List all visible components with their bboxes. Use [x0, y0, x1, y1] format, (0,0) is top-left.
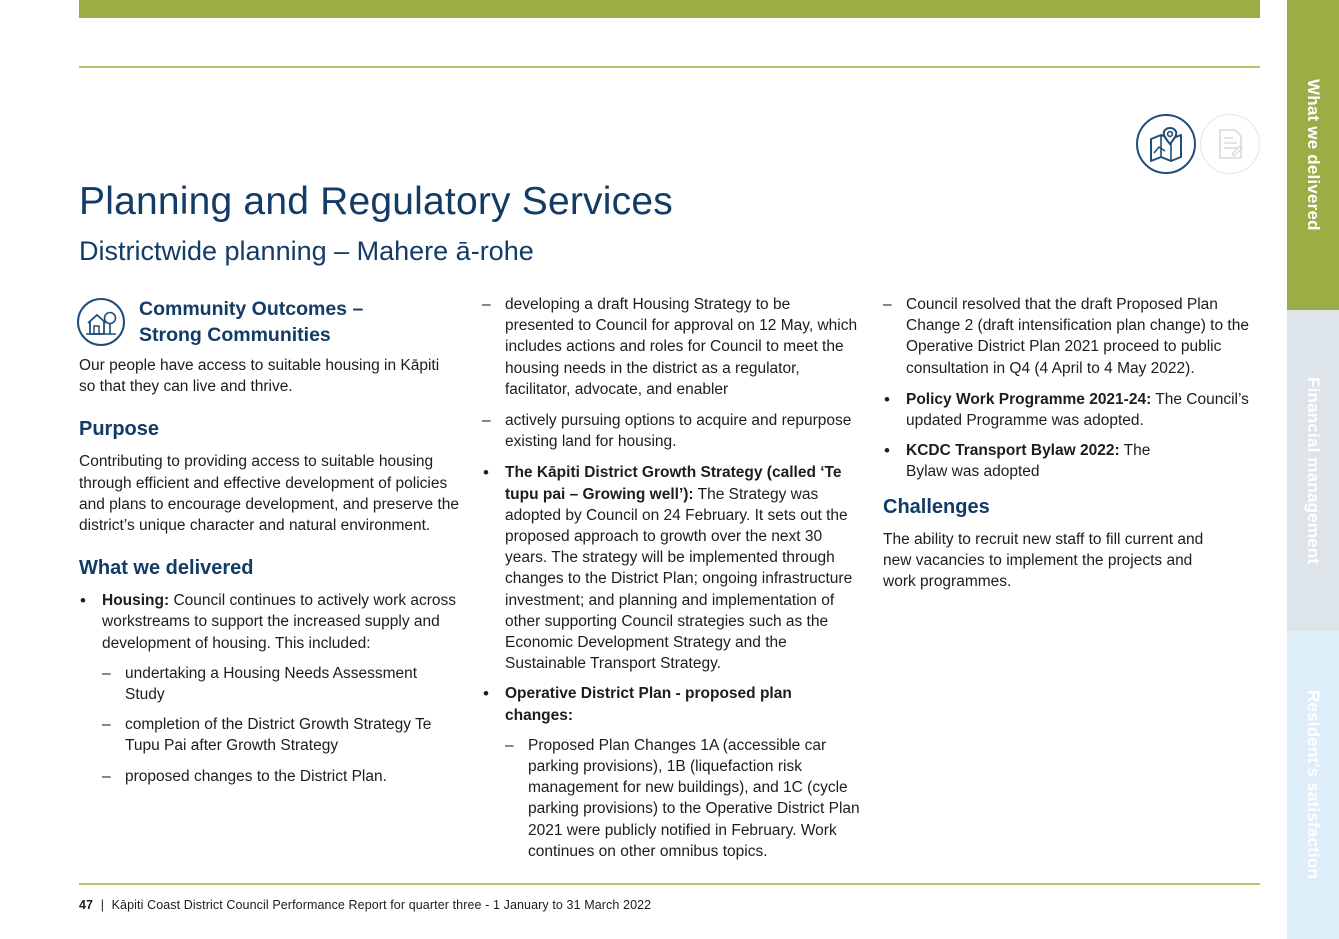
- community-outcome-title: [139, 296, 363, 348]
- tab-financial-management[interactable]: [1287, 310, 1339, 631]
- list-item: – completion of the District Growth Strategy Te Tupu Pai after Growth Strategy: [102, 714, 459, 756]
- tab-what-we-delivered[interactable]: [1287, 0, 1339, 310]
- item-lead: Operative District Plan - proposed plan changes:: [505, 685, 792, 724]
- list-item: [482, 462, 860, 674]
- tab-label: Resident’s satisfaction: [1304, 690, 1323, 880]
- outcome-text: Our people have access to suitable housing in Kāpiti so that they can live and thrive.: [79, 357, 440, 396]
- page-footer: [79, 898, 651, 912]
- footer-text: Kāpiti Coast District Council Performance Report for quarter three - 1 January to 31 March 2022: [111, 898, 652, 912]
- item-text: The Council’s updated Programme was adopted.: [906, 390, 1249, 430]
- column-middle: [482, 294, 860, 871]
- item-lead: Policy Work Programme 2021-24:: [906, 390, 1152, 408]
- document-icon: [1200, 114, 1260, 174]
- list-item: – actively pursuing options to acquire and repurpose existing land for housing.: [482, 410, 860, 452]
- item-text: The Bylaw was adopted: [906, 442, 1151, 481]
- top-accent-bar: [79, 0, 1260, 18]
- list-item: – Council resolved that the draft Proposed Plan Change 2 (draft intensification plan change) to the Operative District Plan 2021 proceed to public consultation in Q4 (4 April to 4 May 2022).: [883, 294, 1263, 379]
- map-pin-icon: [1136, 114, 1196, 174]
- item-lead: Housing:: [102, 592, 170, 610]
- tab-label: What we delivered: [1304, 79, 1323, 231]
- footer-separator: |: [100, 898, 105, 912]
- list-item: [482, 683, 860, 862]
- column-right: [883, 294, 1263, 592]
- delivered-list-continued: [883, 389, 1263, 483]
- list-item: [79, 590, 459, 787]
- list-item: – developing a draft Housing Strategy to be presented to Council for approval on 12 May, which includes actions and roles for Council to meet the housing needs in the district as a regulator, facilitator, advocate, and enabler: [482, 294, 860, 400]
- header-icons: [1136, 114, 1260, 174]
- header-divider: [79, 66, 1260, 68]
- list-item: – Proposed Plan Changes 1A (accessible car parking provisions), 1B (liquefaction risk management for new buildings), and 1C (cycle parking provisions) to the Operative District Plan 2021 were publicly notified in February. Work continues on other omnibus topics.: [505, 735, 860, 862]
- delivered-list-continued: [482, 462, 860, 862]
- item-lead: The Kāpiti District Growth Strategy (called ‘Te tupu pai – Growing well’):: [505, 464, 842, 503]
- purpose-text: Contributing to providing access to suitable housing through efficient and effective development of policies and plans to encourage development, and preserve the district’s unique character and natural environment.: [79, 453, 460, 535]
- house-tree-icon: [77, 298, 125, 346]
- community-outcome-header: [79, 296, 459, 348]
- district-plan-sublist: [505, 735, 860, 862]
- challenges-text: The ability to recruit new staff to fill current and new vacancies to implement the projects and work programmes.: [883, 530, 1204, 591]
- challenges-heading: Challenges: [883, 495, 990, 518]
- item-text: The Strategy was adopted by Council on 24 February. It sets out the proposed approach to growth over the next 30 years. The strategy will be implemented through changes to the District Plan; ongoing infrastructure investment; and planning and implementation of other supporting Council strategies such as the Economic Development Strategy and the Sustainable Transport Strategy.: [505, 485, 853, 673]
- outcome-title-line: Community Outcomes –: [139, 298, 364, 320]
- delivered-heading: What we delivered: [79, 557, 254, 580]
- item-text: Council continues to actively work across workstreams to support the increased supply and development of housing. This included:: [102, 592, 457, 652]
- list-item: [883, 389, 1263, 431]
- tab-label: Financial management: [1304, 376, 1323, 565]
- list-item: – proposed changes to the District Plan.: [102, 766, 459, 787]
- side-tab-nav: [1287, 0, 1339, 939]
- list-item: [883, 440, 1263, 482]
- housing-sublist: [102, 663, 459, 787]
- outcome-title-line: Strong Communities: [139, 324, 331, 346]
- footer-divider: [79, 883, 1260, 885]
- page-subtitle: Districtwide planning – Mahere ā-rohe: [79, 236, 534, 266]
- list-item: – undertaking a Housing Needs Assessment Study: [102, 663, 459, 705]
- item-lead: KCDC Transport Bylaw 2022:: [906, 442, 1120, 460]
- district-plan-sublist-continued: [883, 294, 1263, 379]
- delivered-list: [79, 590, 459, 787]
- housing-sublist-continued: [482, 294, 860, 452]
- tab-residents-satisfaction[interactable]: [1287, 631, 1339, 939]
- page-number: 47: [79, 898, 94, 912]
- purpose-heading: Purpose: [79, 418, 160, 441]
- column-left: [79, 296, 459, 796]
- page-title: Planning and Regulatory Services: [79, 180, 673, 223]
